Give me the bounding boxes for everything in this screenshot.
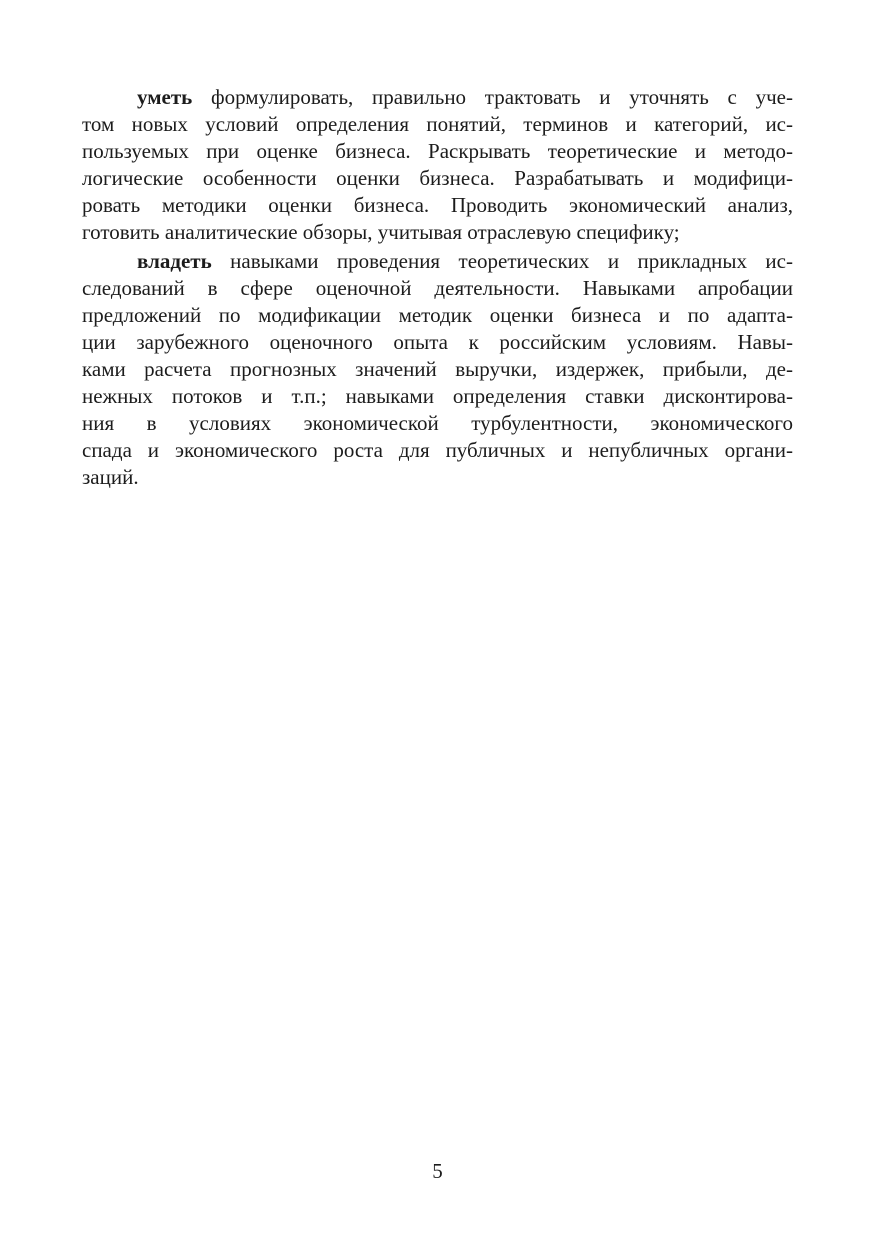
text-line: предложений по модификации методик оценки бизнеса и по адапта-	[82, 303, 793, 327]
text-line-content: формулировать, правильно трактовать и уточнять с уче-	[192, 85, 793, 109]
page-number: 5	[432, 1159, 443, 1183]
text-line: том новых условий определения понятий, терминов и категорий, ис-	[82, 112, 793, 136]
text-line: следований в сфере оценочной деятельности. Навыками апробации	[82, 276, 793, 300]
text-line: спада и экономического роста для публичных и непубличных органи-	[82, 438, 793, 462]
text-line: заций.	[82, 465, 139, 489]
paragraph-umet	[82, 84, 793, 246]
term-umet: уметь	[137, 85, 193, 109]
term-vladet: владеть	[137, 249, 212, 273]
text-line-content: навыками проведения теоретических и прикладных ис-	[211, 249, 793, 273]
page-body	[82, 84, 793, 493]
text-line: логические особенности оценки бизнеса. Разрабатывать и модифици-	[82, 166, 793, 190]
text-line: пользуемых при оценке бизнеса. Раскрывать теоретические и методо-	[82, 139, 793, 163]
text-line	[82, 84, 793, 111]
text-line: ции зарубежного оценочного опыта к российским условиям. Навы-	[82, 330, 793, 354]
text-line	[82, 248, 793, 275]
paragraph-vladet	[82, 248, 793, 491]
text-line: ками расчета прогнозных значений выручки, издержек, прибыли, де-	[82, 357, 793, 381]
text-line: ния в условиях экономической турбулентности, экономического	[82, 411, 793, 435]
text-line: готовить аналитические обзоры, учитывая отраслевую специфику;	[82, 220, 680, 244]
text-line: ровать методики оценки бизнеса. Проводить экономический анализ,	[82, 193, 793, 217]
text-line: нежных потоков и т.п.; навыками определения ставки дисконтирова-	[82, 384, 793, 408]
